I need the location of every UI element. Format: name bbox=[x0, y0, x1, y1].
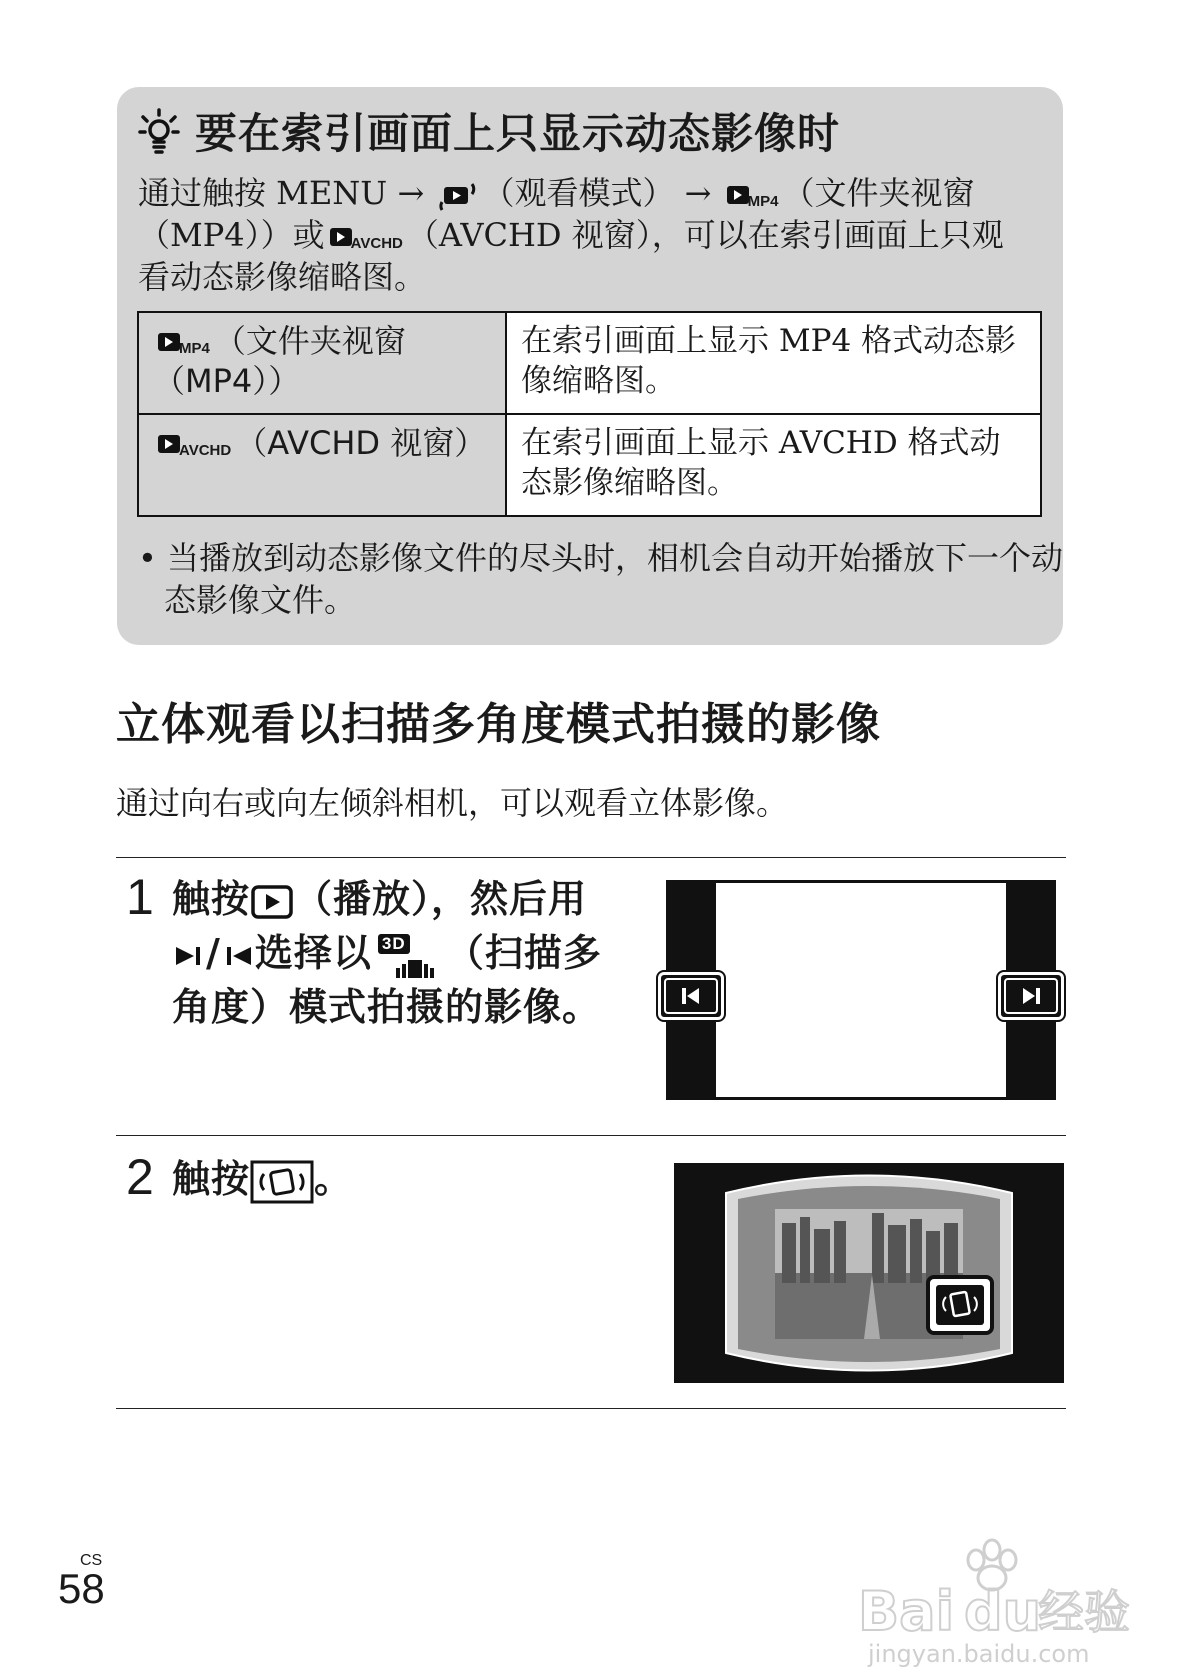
table-row bbox=[138, 312, 1041, 414]
table-cell-description: 在索引画面上显示 AVCHD 格式动态影像缩略图。 bbox=[506, 414, 1041, 516]
option-label: （AVCHD 视窗） bbox=[235, 424, 487, 462]
table-cell-description: 在索引画面上显示 MP4 格式动态影像缩略图。 bbox=[506, 312, 1041, 414]
baidu-watermark-logo bbox=[858, 1520, 1158, 1670]
table-cell-option bbox=[138, 312, 506, 414]
svg-text:jingyan.baidu.com: jingyan.baidu.com bbox=[868, 1640, 1090, 1668]
divider bbox=[116, 1408, 1066, 1409]
option-label: （文件夹视窗（MP4）） bbox=[153, 322, 406, 400]
step-2-text-b: 。 bbox=[314, 1157, 354, 1201]
step-1-line2c: （扫描多 bbox=[445, 931, 602, 975]
page-number: 58 bbox=[58, 1565, 105, 1612]
slash: / bbox=[206, 931, 221, 975]
tip-body bbox=[138, 172, 1048, 298]
tip-title-text: 要在索引画面上只显示动态影像时 bbox=[195, 109, 841, 158]
image-display-area bbox=[716, 883, 1006, 1097]
mode-table bbox=[137, 311, 1042, 517]
step-number: 2 bbox=[126, 1149, 154, 1205]
next-image-button[interactable] bbox=[998, 972, 1064, 1020]
svg-text:经验: 经验 bbox=[1038, 1585, 1130, 1639]
section-intro: 通过向右或向左倾斜相机，可以观看立体影像。 bbox=[116, 784, 789, 822]
tip-note: • 当播放到动态影像文件的尽头时，相机会自动开始播放下一个动态影像文件。 bbox=[138, 539, 1064, 619]
view-mode-icon bbox=[434, 180, 482, 212]
3d-sweep-multi-angle-icon: 3D bbox=[372, 932, 446, 980]
next-icon bbox=[172, 941, 206, 971]
tip-line1-viewmode: （观看模式） → bbox=[482, 174, 712, 212]
avchd-view-icon: AVCHD bbox=[157, 432, 231, 458]
tip-line2-avchd: （AVCHD 视窗），可以在索引画面上只观 bbox=[406, 216, 1004, 254]
playback-icon bbox=[250, 882, 294, 922]
tilt-icon bbox=[250, 1160, 314, 1204]
step-2-text bbox=[172, 1152, 353, 1206]
step-1-line3: 角度）模式拍摄的影像。 bbox=[172, 985, 602, 1029]
tip-line2-mp4: （MP4））或 bbox=[138, 216, 325, 254]
divider bbox=[116, 857, 1066, 858]
step-1-line1a: 触按 bbox=[172, 877, 251, 921]
svg-text:du: du bbox=[964, 1580, 1042, 1643]
step-1-line2b: 选择以 bbox=[254, 931, 372, 975]
folder-mp4-icon: MP4 bbox=[157, 330, 210, 356]
table-row bbox=[138, 414, 1041, 516]
divider bbox=[116, 1135, 1066, 1136]
language-code: CS bbox=[80, 1552, 103, 1569]
avchd-view-icon: AVCHD bbox=[329, 225, 403, 251]
table-cell-option bbox=[138, 414, 506, 516]
folder-mp4-icon: MP4 bbox=[726, 183, 779, 209]
previous-image-button[interactable] bbox=[658, 972, 724, 1020]
next-icon bbox=[1001, 975, 1061, 1017]
step-number: 1 bbox=[126, 869, 154, 925]
tip-line3: 看动态影像缩略图。 bbox=[138, 258, 427, 296]
previous-icon bbox=[221, 941, 255, 971]
step-2-text-a: 触按 bbox=[172, 1157, 251, 1201]
tip-line1-prefix: 通过触按 MENU → bbox=[138, 174, 425, 212]
section-title: 立体观看以扫描多角度模式拍摄的影像 bbox=[116, 699, 881, 750]
previous-icon bbox=[661, 975, 721, 1017]
tip-line1-folder: （文件夹视窗 bbox=[782, 174, 975, 212]
step-1-text bbox=[172, 872, 652, 1034]
tip-title bbox=[137, 103, 840, 159]
svg-text:Bai: Bai bbox=[858, 1580, 955, 1643]
3d-view-illustration bbox=[674, 1163, 1064, 1383]
lightbulb-icon bbox=[137, 108, 181, 154]
step-1-line1b: （播放），然后用 bbox=[294, 877, 588, 921]
